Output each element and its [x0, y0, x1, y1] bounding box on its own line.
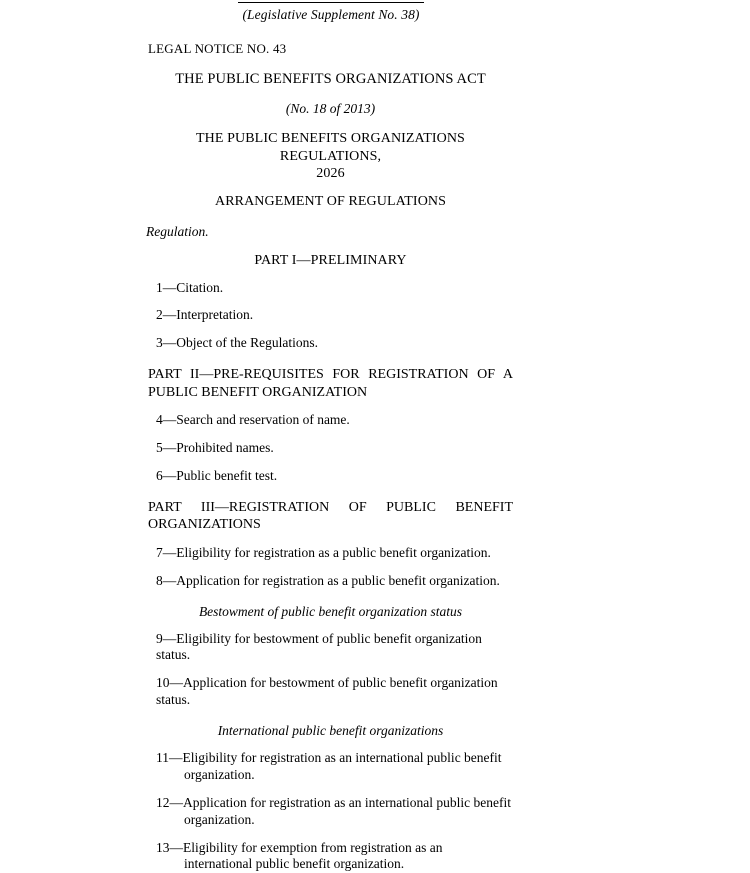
list-item: 7—Eligibility for registration as a public benefit organization. — [156, 545, 513, 562]
part-3-heading-line-1: PART III—REGISTRATION OF PUBLIC BENEFIT — [148, 499, 513, 517]
regulations-title-line-2: 2026 — [148, 165, 513, 183]
part-2-heading — [148, 366, 513, 401]
regulation-label: Regulation. — [146, 224, 513, 240]
part-1-heading: PART I—PRELIMINARY — [148, 253, 513, 269]
list-item: 9—Eligibility for bestowment of public benefit organization status. — [156, 631, 513, 665]
list-item: 4—Search and reservation of name. — [156, 412, 513, 429]
part-2-heading-line-2: PUBLIC BENEFIT ORGANIZATION — [148, 384, 513, 402]
list-item: 1—Citation. — [156, 280, 513, 297]
list-item: 3—Object of the Regulations. — [156, 335, 513, 352]
act-title: THE PUBLIC BENEFITS ORGANIZATIONS ACT — [148, 71, 513, 88]
legal-notice-number: LEGAL NOTICE NO. 43 — [148, 41, 513, 57]
document-body — [148, 0, 513, 873]
subheading-international: International public benefit organizations — [148, 723, 513, 739]
subheading-bestowment: Bestowment of public benefit organization status — [148, 604, 513, 620]
part-3-heading-line-2: ORGANIZATIONS — [148, 516, 513, 534]
list-item: 2—Interpretation. — [156, 307, 513, 324]
list-item: 12—Application for registration as an international public benefit organization. — [156, 795, 513, 829]
arrangement-heading: ARRANGEMENT OF REGULATIONS — [148, 194, 513, 210]
regulations-title — [148, 130, 513, 183]
list-item: 8—Application for registration as a public benefit organization. — [156, 573, 513, 590]
part-3-heading — [148, 499, 513, 534]
list-item: 10—Application for bestowment of public benefit organization status. — [156, 675, 513, 709]
list-item: 13—Eligibility for exemption from registration as an international public benefit organization. — [156, 840, 513, 873]
legislative-supplement-line: (Legislative Supplement No. 38) — [238, 2, 424, 23]
part-2-heading-line-1: PART II—PRE-REQUISITES FOR REGISTRATION OF A — [148, 366, 513, 384]
regulations-title-line-1: THE PUBLIC BENEFITS ORGANIZATIONS REGULATIONS, — [148, 130, 513, 165]
list-item: 11—Eligibility for registration as an international public benefit organization. — [156, 750, 513, 784]
list-item: 5—Prohibited names. — [156, 440, 513, 457]
list-item: 6—Public benefit test. — [156, 468, 513, 485]
act-number: (No. 18 of 2013) — [148, 101, 513, 117]
